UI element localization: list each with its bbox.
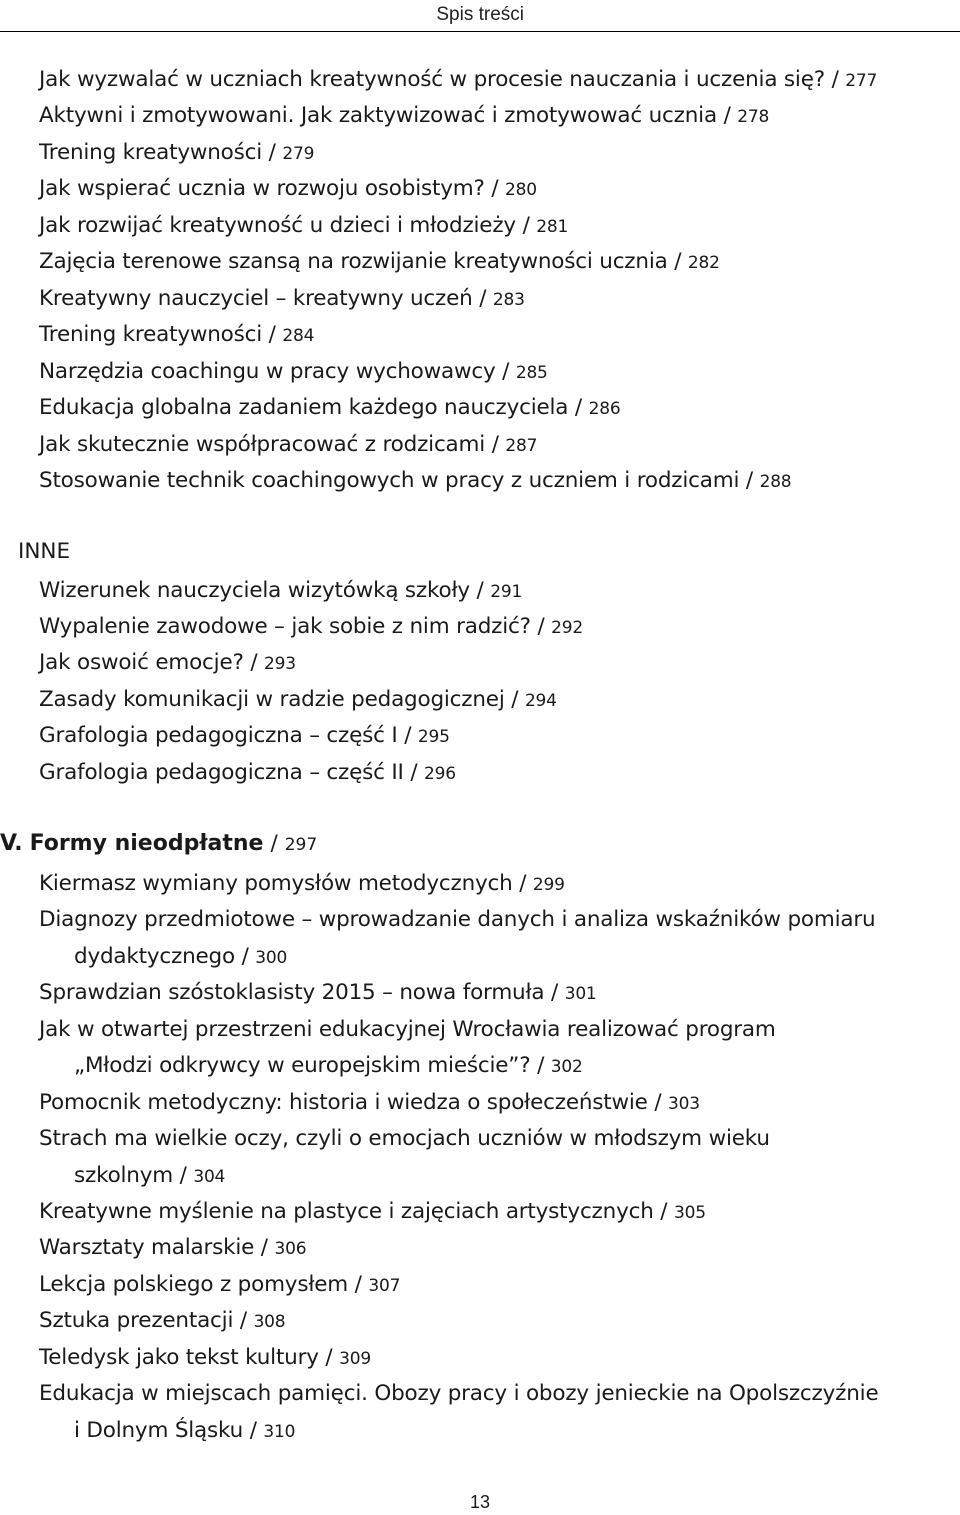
- page-number: 308: [253, 1312, 286, 1332]
- entry-title-line2: „Młodzi odkrywcy w europejskim mieście”?: [74, 1053, 531, 1078]
- page-number: 287: [505, 436, 538, 456]
- page-number: 310: [263, 1422, 296, 1442]
- entry-title: Kiermasz wymiany pomysłów metodycznych: [39, 871, 513, 896]
- page-header: [0, 2, 960, 32]
- entry-title: Jak wyzwalać w uczniach kreatywność w procesie nauczania i uczenia się?: [39, 67, 825, 92]
- page-number: 279: [282, 144, 315, 164]
- page-number: 285: [515, 363, 548, 383]
- separator: /: [410, 760, 418, 785]
- toc-entry[interactable]: [39, 99, 769, 134]
- page-number: 304: [193, 1167, 226, 1187]
- entry-title: Sprawdzian szóstoklasisty 2015 – nowa formuła: [39, 980, 545, 1005]
- page-number: 303: [668, 1094, 700, 1114]
- toc-entry[interactable]: [39, 574, 522, 609]
- entry-title-line1: Strach ma wielkie oczy, czyli o emocjach uczniów w młodszym wieku: [39, 1126, 770, 1151]
- toc-entry[interactable]: [39, 355, 548, 390]
- toc-entry[interactable]: [39, 318, 314, 353]
- entry-title: Zajęcia terenowe szansą na rozwijanie kreatywności ucznia: [39, 249, 668, 274]
- separator: /: [268, 140, 276, 165]
- toc-entry[interactable]: [39, 1086, 700, 1121]
- toc-entry-continuation[interactable]: [74, 1414, 295, 1449]
- page-number: 300: [255, 948, 288, 968]
- entry-title: Wizerunek nauczyciela wizytówką szkoły: [39, 578, 470, 603]
- toc-entry[interactable]: [39, 756, 456, 791]
- separator: /: [519, 871, 527, 896]
- separator: /: [249, 1418, 257, 1443]
- separator: /: [723, 103, 731, 128]
- toc-entry[interactable]: [39, 136, 314, 171]
- page-footer-number: 13: [469, 1492, 491, 1512]
- entry-title-line2: dydaktycznego: [74, 944, 235, 969]
- toc-entry[interactable]: [39, 63, 877, 98]
- toc-entry[interactable]: [39, 903, 875, 937]
- page-number: 293: [264, 654, 296, 674]
- separator: /: [404, 723, 412, 748]
- toc-entry[interactable]: [39, 610, 583, 645]
- toc-entry[interactable]: [39, 867, 565, 902]
- page-number: 307: [368, 1276, 401, 1296]
- chapter-number: V.: [0, 831, 23, 856]
- toc-entry[interactable]: [39, 719, 450, 754]
- page-number: 305: [673, 1203, 706, 1223]
- entry-title: Warsztaty malarskie: [39, 1235, 255, 1260]
- toc-entry[interactable]: [39, 282, 525, 317]
- page-number: 299: [532, 875, 565, 895]
- section-heading-inne: INNE: [18, 539, 71, 564]
- toc-entry[interactable]: [39, 1013, 776, 1047]
- toc-entry[interactable]: [39, 683, 557, 718]
- page-number: 281: [536, 217, 569, 237]
- entry-title: Stosowanie technik coachingowych w pracy z uczniem i rodzicami: [39, 468, 740, 493]
- entry-title: Jak wspierać ucznia w rozwoju osobistym?: [39, 176, 485, 201]
- toc-entry[interactable]: [39, 976, 597, 1011]
- page-number: 278: [737, 107, 770, 127]
- entry-title: Jak oswoić emocje?: [39, 650, 244, 675]
- toc-entry[interactable]: [39, 391, 620, 426]
- toc-entry-continuation[interactable]: [74, 940, 287, 975]
- page-number: 284: [282, 326, 315, 346]
- page-number: 309: [339, 1349, 371, 1369]
- entry-title: Grafologia pedagogiczna – część II: [39, 760, 404, 785]
- entry-title-line2: i Dolnym Śląsku: [74, 1418, 244, 1443]
- separator: /: [537, 1053, 545, 1078]
- separator: /: [476, 578, 484, 603]
- toc-entry[interactable]: [39, 428, 537, 463]
- page-number: 302: [550, 1057, 583, 1077]
- separator: /: [511, 687, 519, 712]
- separator: /: [491, 176, 499, 201]
- toc-entry[interactable]: [39, 1268, 400, 1303]
- page-number: 295: [417, 727, 450, 747]
- page-number: 280: [505, 180, 537, 200]
- page-number: 306: [274, 1239, 307, 1259]
- entry-title: Narzędzia coachingu w pracy wychowawcy: [39, 359, 496, 384]
- toc-entry[interactable]: [39, 1231, 306, 1266]
- entry-title: Jak skutecznie współpracować z rodzicami: [39, 432, 486, 457]
- separator: /: [241, 944, 249, 969]
- separator: /: [551, 980, 559, 1005]
- separator: /: [537, 614, 545, 639]
- chapter-heading[interactable]: [0, 827, 317, 862]
- separator: /: [260, 1235, 268, 1260]
- page-number: 296: [424, 764, 456, 784]
- separator: /: [479, 286, 487, 311]
- toc-entry[interactable]: [39, 1122, 770, 1156]
- separator: /: [654, 1090, 662, 1115]
- header-title: Spis treści: [436, 4, 524, 25]
- separator: /: [179, 1163, 187, 1188]
- toc-entry[interactable]: [39, 1377, 878, 1411]
- entry-title: Kreatywny nauczyciel – kreatywny uczeń: [39, 286, 473, 311]
- page-number: 282: [687, 253, 720, 273]
- entry-title-line1: Edukacja w miejscach pamięci. Obozy pracy i obozy jenieckie na Opolszczyźnie: [39, 1381, 879, 1406]
- page-number: 277: [845, 71, 878, 91]
- separator: /: [674, 249, 682, 274]
- toc-entry[interactable]: [39, 464, 791, 499]
- entry-title: Trening kreatywności: [39, 140, 263, 165]
- entry-title-line1: Jak w otwartej przestrzeni edukacyjnej Wrocławia realizować program: [39, 1017, 776, 1042]
- separator: /: [831, 67, 839, 92]
- page-number: 292: [551, 618, 584, 638]
- separator: /: [239, 1308, 247, 1333]
- toc-entry[interactable]: [39, 1341, 371, 1376]
- separator: /: [502, 359, 510, 384]
- entry-title: Pomocnik metodyczny: historia i wiedza o społeczeństwie: [39, 1090, 648, 1115]
- separator: /: [522, 213, 530, 238]
- separator: /: [491, 432, 499, 457]
- separator: /: [250, 650, 258, 675]
- page-number: 283: [492, 290, 525, 310]
- toc-entry[interactable]: [39, 646, 296, 681]
- page-number: 294: [524, 691, 557, 711]
- entry-title: Trening kreatywności: [39, 322, 263, 347]
- separator: /: [325, 1345, 333, 1370]
- page-number: 297: [284, 835, 318, 855]
- toc-entry-continuation[interactable]: [74, 1049, 583, 1084]
- toc-entry[interactable]: [39, 245, 720, 280]
- toc-entry-continuation[interactable]: [74, 1159, 225, 1194]
- entry-title-line1: Diagnozy przedmiotowe – wprowadzanie danych i analiza wskaźników pomiaru: [39, 907, 876, 932]
- page-number: 291: [490, 582, 523, 602]
- entry-title: Zasady komunikacji w radzie pedagogicznej: [39, 687, 505, 712]
- toc-entry[interactable]: [39, 209, 568, 244]
- entry-title: Kreatywne myślenie na plastyce i zajęciach artystycznych: [39, 1199, 654, 1224]
- entry-title: Jak rozwijać kreatywność u dzieci i młodzieży: [39, 213, 516, 238]
- toc-entry[interactable]: [39, 1304, 285, 1339]
- entry-title: Edukacja globalna zadaniem każdego nauczyciela: [39, 395, 569, 420]
- entry-title: Sztuka prezentacji: [39, 1308, 234, 1333]
- entry-title-line2: szkolnym: [74, 1163, 173, 1188]
- entry-title: Lekcja polskiego z pomysłem: [39, 1272, 349, 1297]
- entry-title: Teledysk jako tekst kultury: [39, 1345, 319, 1370]
- separator: /: [354, 1272, 362, 1297]
- toc-entry[interactable]: [39, 1195, 706, 1230]
- separator: /: [268, 322, 276, 347]
- entry-title: Aktywni i zmotywowani. Jak zaktywizować i zmotywować ucznia: [39, 103, 717, 128]
- entry-title: Wypalenie zawodowe – jak sobie z nim radzić?: [39, 614, 531, 639]
- page-number: 288: [759, 472, 792, 492]
- page-number: 286: [588, 399, 621, 419]
- separator: /: [574, 395, 582, 420]
- chapter-title: Formy nieodpłatne: [29, 831, 264, 856]
- separator: /: [660, 1199, 668, 1224]
- toc-entry[interactable]: [39, 172, 537, 207]
- entry-title: Grafologia pedagogiczna – część I: [39, 723, 398, 748]
- separator: /: [270, 831, 278, 856]
- page-number: 301: [564, 984, 597, 1004]
- separator: /: [745, 468, 753, 493]
